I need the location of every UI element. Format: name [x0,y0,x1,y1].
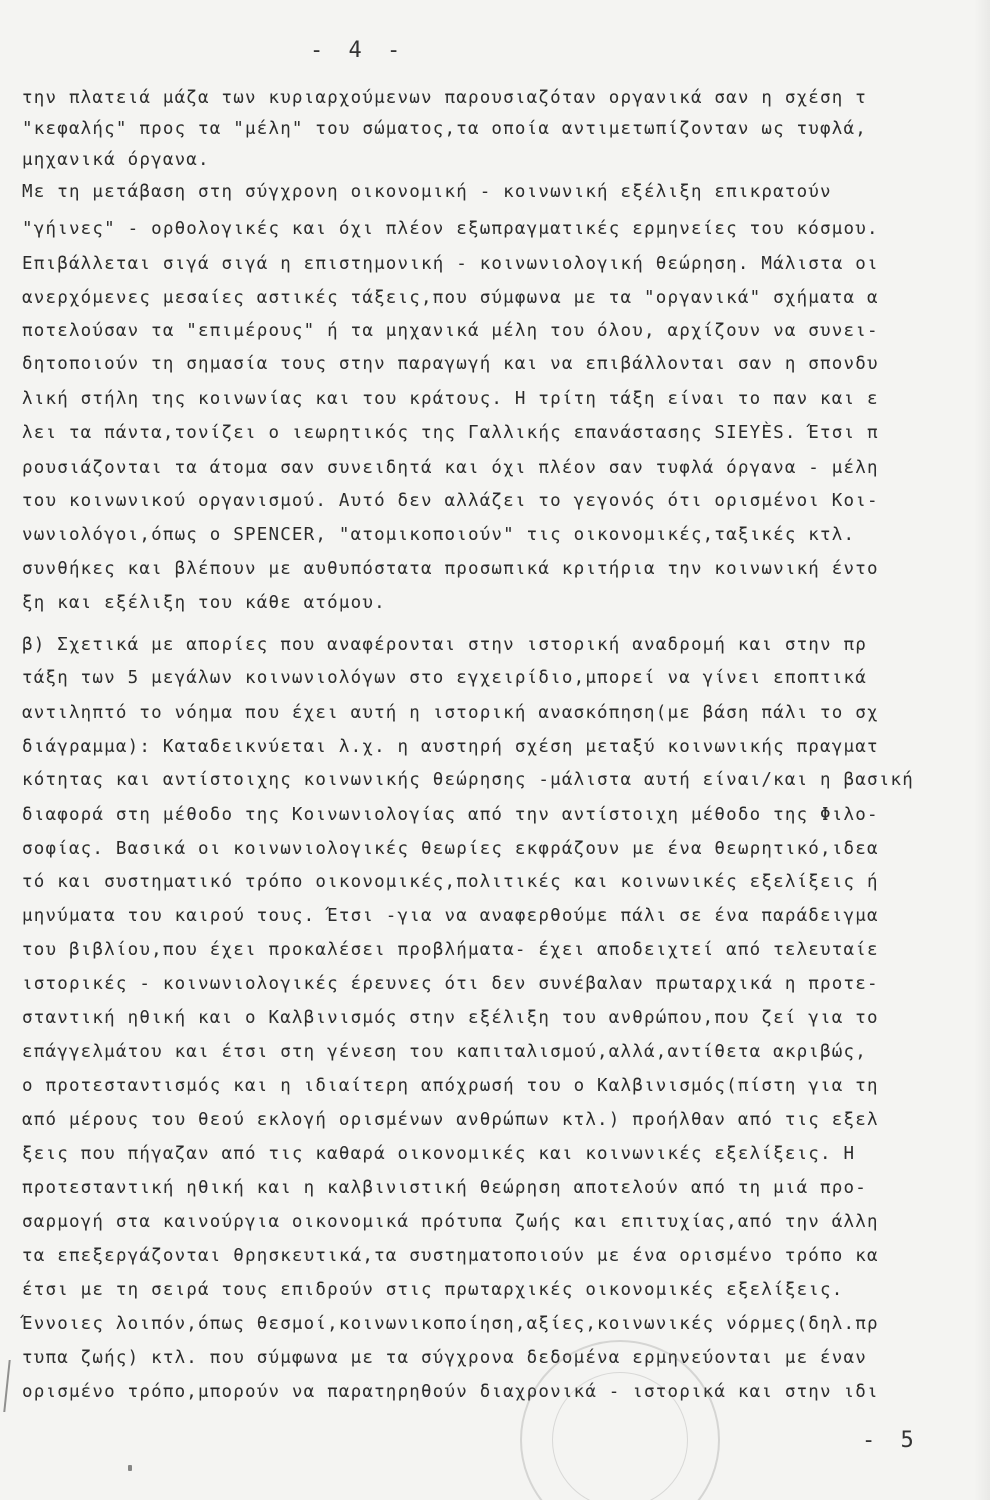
text-line: τάξη των 5 μεγάλων κοινωνιολόγων στο εγχειρίδιο,μπορεί να γίνει εποπτικά [22,668,867,688]
text-line: έτσι με τη σειρά τους επιδρούν στις πρωταρχικές οικονομικές εξελίξεις. [22,1280,844,1300]
text-line: μηνύματα του καιρού τους. Έτσι -για να αναφερθούμε πάλι σε ένα παράδειγμα [22,906,879,926]
text-line: κότητας και αντίστοιχης κοινωνικής θεώρησης -μάλιστα αυτή είναι/και η βασική [22,770,914,790]
text-line: "κεφαλής" προς τα "μέλη" του σώματος,τα οποία αντιμετωπίζονταν ως τυφλά, [22,119,867,139]
text-line: λική στήλη της κοινωνίας και του κράτους. Η τρίτη τάξη είναι το παν και ε [22,389,879,409]
text-line: ιστορικές - κοινωνιολογικές έρευνες ότι δεν συνέβαλαν πρωταρχικά η προτε- [22,974,879,994]
text-line: ξη και εξέλιξη του κάθε ατόμου. [22,593,386,613]
text-line: δητοποιούν τη σημασία τους στην παραγωγή και να επιβάλλονται σαν η σπονδυ [22,354,879,374]
text-line: προτεσταντική ηθική και η καλβινιστική θεώρηση αποτελούν από τη μιά προ- [22,1178,867,1198]
text-line: τό και συστηματικό τρόπο οικονομικές,πολιτικές και κοινωνικές εξελίξεις ή [22,872,879,892]
text-line: του βιβλίου,που έχει προκαλέσει προβλήματα- έχει αποδειχτεί από τελευταίε [22,940,879,960]
text-line: την πλατειά μάζα των κυριαρχούμενων παρουσιαζόταν οργανικά σαν η σχέση τ [22,88,867,108]
text-line: ορισμένο τρόπο,μπορούν να παρατηρηθούν διαχρονικά - ιστορικά και στην ιδι [22,1382,879,1402]
text-line: ρουσιάζονται τα άτομα σαν συνειδητά και όχι πλέον σαν τυφλά όργανα - μέλη [22,458,879,478]
text-line: διάγραμμα): Καταδεικνύεται λ.χ. η αυστηρή σχέση μεταξύ κοινωνικής πραγματ [22,737,879,757]
text-line: ανερχόμενες μεσαίες αστικές τάξεις,που σύμφωνα με τα "οργανικά" σχήματα α [22,288,879,308]
page-number-bottom: - 5 [862,1428,920,1453]
text-line: σαρμογή στα καινούργια οικονομικά πρότυπα ζωής και επιτυχίας,από την άλλη [22,1212,879,1232]
text-line: τα επεξεργάζονται θρησκευτικά,τα συστηματοποιούν με ένα ορισμένο τρόπο κα [22,1246,879,1266]
text-line: ποτελούσαν τα "επιμέρους" ή τα μηχανικά μέλη του όλου, αρχίζουν να συνει- [22,321,879,341]
scan-speck [128,1465,132,1471]
text-line: του κοινωνικού οργανισμού. Αυτό δεν αλλάζει το γεγονός ότι ορισμένοι Κοι- [22,491,879,511]
text-line: μηχανικά όργανα. [22,150,210,170]
page-edge-shadow [938,0,990,1500]
text-line: σταντική ηθική και ο Καλβινισμός στην εξέλιξη του ανθρώπου,που ζεί για το [22,1008,879,1028]
text-line: σοφίας. Βασικά οι κοινωνιολογικές θεωρίες εκφράζουν με ένα θεωρητικό,ιδεα [22,839,879,859]
text-line: τυπα ζωής) κτλ. που σύμφωνα με τα σύγχρονα δεδομένα ερμηνεύονται με έναν [22,1348,867,1368]
margin-pencil-mark [3,1360,10,1412]
text-line: "γήινες" - ορθολογικές και όχι πλέον εξωπραγματικές ερμηνείες του κόσμου. [22,219,879,239]
text-line: νωνιολόγοι,όπως ο SPENCER, "ατομικοποιούν" τις οικονομικές,ταξικές κτλ. [22,525,856,545]
text-line: ο προτεσταντισμός και η ιδιαίτερη απόχρωσή του ο Καλβινισμός(πίστη για τη [22,1076,879,1096]
page-number-top: - 4 - [310,38,407,63]
text-line: ξεις που πήγαζαν από τις καθαρά οικονομικές και κοινωνικές εξελίξεις. Η [22,1144,856,1164]
text-line: λει τα πάντα,τονίζει ο ιεωρητικός της Γαλλικής επανάστασης SIEYÈS. Έτσι π [22,423,879,443]
text-line: Έννοιες λοιπόν,όπως θεσμοί,κοινωνικοποίηση,αξίες,κοινωνικές νόρμες(δηλ.πρ [22,1314,879,1334]
text-line: β) Σχετικά με απορίες που αναφέρονται στην ιστορική αναδρομή και στην πρ [22,635,867,655]
text-line: από μέρους του θεού εκλογή ορισμένων ανθρώπων κτλ.) προήλθαν από τις εξελ [22,1110,879,1130]
text-line: Επιβάλλεται σιγά σιγά η επιστημονική - κοινωνιολογική θεώρηση. Μάλιστα οι [22,254,879,274]
text-line: διαφορά στη μέθοδο της Κοινωνιολογίας από την αντίστοιχη μέθοδο της Φιλο- [22,805,879,825]
text-line: συνθήκες και βλέπουν με αυθυπόστατα προσωπικά κριτήρια την κοινωνική έντο [22,559,879,579]
text-line: επάγγελμάτου και έτσι στη γένεση του καπιταλισμού,αλλά,αντίθετα ακριβώς, [22,1042,867,1062]
text-line: Με τη μετάβαση στη σύγχρονη οικονομική - κοινωνική εξέλιξη επικρατούν [22,182,832,202]
text-line: αντιληπτό το νόημα που έχει αυτή η ιστορική ανασκόπηση(με βάση πάλι το σχ [22,703,879,723]
